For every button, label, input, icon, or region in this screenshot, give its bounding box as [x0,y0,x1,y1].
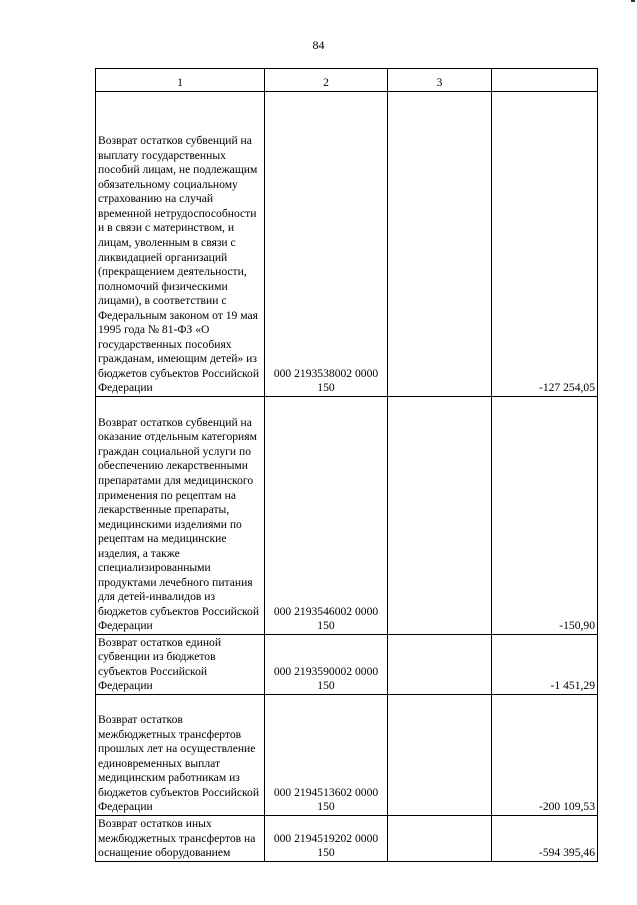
row-code: 000 2193538002 0000 150 [265,92,388,397]
row-name: Возврат остатков субвенций на выплату государственных пособий лицам, не подлежащим обязательному социальному страхованию на случай временной нетрудоспособности и в связи с материнством, и лицам, уволенным в связи с ликвидацией организаций (прекращением деятельности, полномочий физическими лицами), в соответствии с Федеральным законом от 19 мая 1995 года № 81-ФЗ «О государственных пособиях гражданам, имеющим детей» из бюджетов субъектов Российской Федерации [96,92,265,397]
row-col3 [388,92,492,397]
table-row [96,92,598,397]
table-row [96,397,598,635]
column-header-1: 1 [96,69,265,92]
table-row [96,635,598,695]
row-amount: -1 451,29 [492,635,598,695]
row-code: 000 2194519202 0000 150 [265,816,388,862]
table-row [96,695,598,816]
row-code: 000 2194513602 0000 150 [265,695,388,816]
row-name: Возврат остатков субвенций на оказание отдельным категориям граждан социальной услуги по обеспечению лекарственными препаратами для медицинского применения по рецептам на лекарственные препараты, медицинскими изделиями по рецептам на медицинские изделия, а также специализированными продуктами лечебного питания для детей-инвалидов из бюджетов субъектов Российской Федерации [96,397,265,635]
corner-mark [631,0,635,2]
table-header-row [96,69,598,92]
row-code: 000 2193590002 0000 150 [265,635,388,695]
column-header-4 [492,69,598,92]
row-amount: -594 395,46 [492,816,598,862]
row-amount: -200 109,53 [492,695,598,816]
row-col3 [388,635,492,695]
column-header-2: 2 [265,69,388,92]
table-row [96,816,598,862]
row-amount: -127 254,05 [492,92,598,397]
column-header-3: 3 [388,69,492,92]
row-col3 [388,816,492,862]
page-number: 84 [312,38,325,52]
row-name: Возврат остатков иных межбюджетных трансфертов на оснащение оборудованием [96,816,265,862]
row-col3 [388,695,492,816]
row-name: Возврат остатков единой субвенции из бюджетов субъектов Российской Федерации [96,635,265,695]
row-code: 000 2193546002 0000 150 [265,397,388,635]
row-amount: -150,90 [492,397,598,635]
row-col3 [388,397,492,635]
row-name: Возврат остатков межбюджетных трансфертов прошлых лет на осуществление единовременных выплат медицинским работникам из бюджетов субъектов Российской Федерации [96,695,265,816]
budget-table [95,68,598,862]
